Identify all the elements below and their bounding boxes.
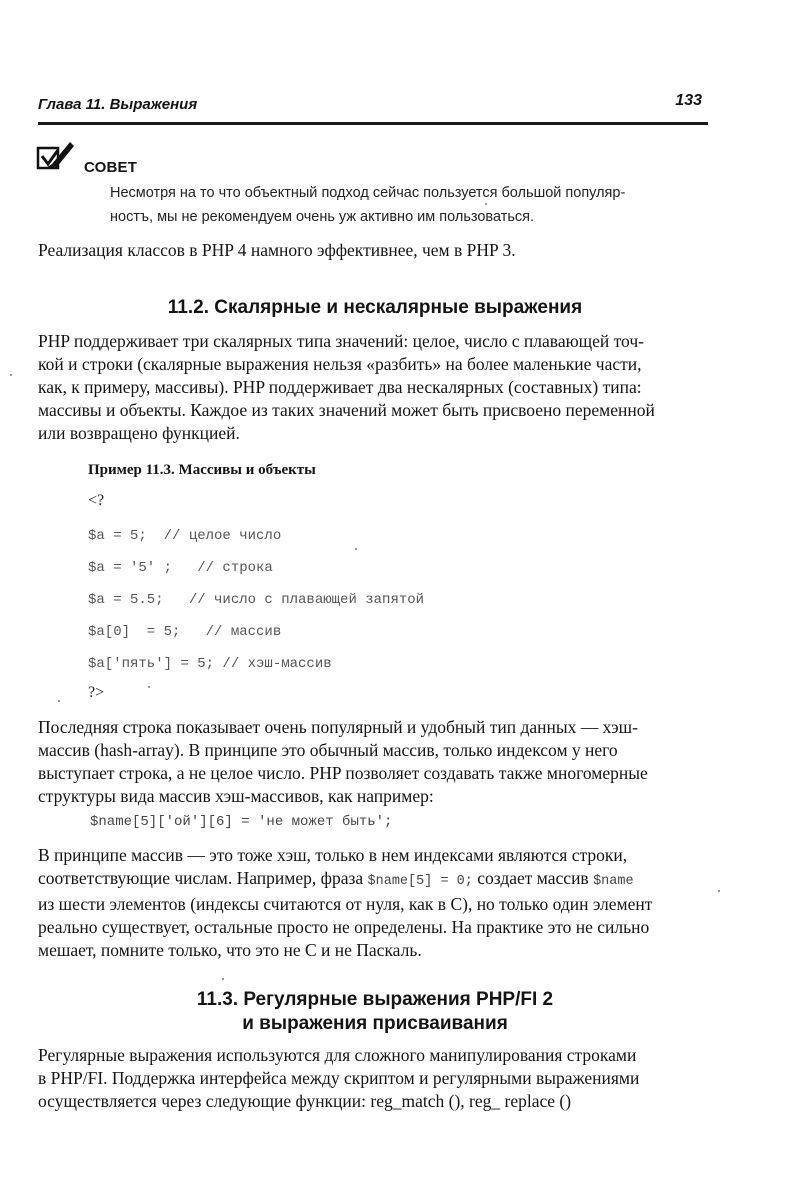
paragraph-line: Регулярные выражения используются для сложного манипулирования строками [38, 1045, 637, 1065]
scan-speck [485, 203, 487, 205]
section-heading-line: и выражения присваивания [242, 1013, 508, 1034]
paragraph-line: массив (hash-array). В принципе это обычный массив, только индексом у него [38, 740, 618, 760]
paragraph-line: реально существует, остальные просто не определены. На практике это не сильно [38, 917, 650, 937]
text: создает массив [477, 868, 589, 888]
code-line: $a = 5.5; // число с плавающей запятой [88, 592, 425, 608]
inline-code: $name[5] = 0; [367, 874, 473, 889]
example-title: Пример 11.3. Массивы и объекты [88, 462, 316, 478]
paragraph-line: В принципе массив — это тоже хэш, только в нем индексами являются строки, [38, 845, 628, 865]
paragraph-line: структуры вида массив хэш-массивов, как например: [38, 786, 434, 806]
code-line: $a = '5' ; // строка [88, 560, 273, 576]
paragraph-line [38, 867, 712, 893]
scan-speck [718, 890, 720, 892]
scan-speck [10, 374, 12, 376]
tip-line: ностъ, мы не рекомендуем очень уж активно им пользоваться. [110, 209, 535, 225]
paragraph-line: массивы и объекты. Каждое из таких значений может быть присвоено переменной [38, 400, 655, 420]
scan-speck [222, 978, 224, 980]
chapter-title: Глава 11. Выражения [38, 96, 198, 113]
paragraph-line: мешает, помните только, что это не C и не Паскаль. [38, 940, 422, 960]
section-heading-11-2: 11.2. Скалярные и нескалярные выражения [167, 297, 583, 318]
code-example-multidim: $name[5]['ой'][6] = 'не может быть'; [90, 814, 393, 830]
scan-speck [148, 686, 150, 688]
code-line: $a['пять'] = 5; // хэш-массив [88, 656, 332, 672]
code-line: $a = 5; // целое число [88, 528, 282, 544]
tip-line: Несмотря на то что объектный подход сейчас пользуется большой популяр- [110, 185, 626, 201]
paragraph-line: в PHP/FI. Поддержка интерфейса между скриптом и регулярными выражениями [38, 1068, 640, 1088]
paragraph-line: кой и строки (скалярные выражения нельзя «разбить» на более маленькие части, [38, 354, 642, 374]
code-line: $a[0] = 5; // массив [88, 624, 282, 640]
paragraph-line: как, к примеру, массивы). PHP поддерживает два нескалярных (составных) типа: [38, 377, 642, 397]
running-header [38, 92, 708, 125]
tip-title: СОВЕТ [84, 159, 138, 176]
paragraph-php4 [38, 239, 712, 262]
paragraph-line: или возвращено функцией. [38, 423, 240, 443]
inline-code: $name [593, 874, 634, 889]
paragraph-regex [38, 1044, 712, 1113]
php-close-tag: ?> [88, 684, 105, 701]
paragraph-line: Реализация классов в PHP 4 намного эффективнее, чем в PHP 3. [38, 240, 516, 260]
page-number: 133 [675, 92, 702, 109]
paragraph-line: PHP поддерживает три скалярных типа значений: целое, число с плавающей точ- [38, 331, 644, 351]
paragraph-line: из шести элементов (индексы считаются от нуля, как в C), но только один элемент [38, 894, 653, 914]
paragraph-line: осуществляется через следующие функции: reg_match (), reg_ replace () [38, 1091, 572, 1111]
scan-speck [355, 548, 357, 550]
tip-text [110, 181, 710, 229]
paragraph-array [38, 844, 712, 962]
section-heading-line: 11.3. Регулярные выражения PHP/FI 2 [196, 989, 554, 1010]
section-heading-11-3 [38, 988, 712, 1036]
paragraph-scalar [38, 330, 712, 445]
paragraph-line: выступает строка, а не целое число. PHP позволяет создавать также многомерные [38, 763, 648, 783]
paragraph-hash [38, 716, 712, 808]
scan-speck [58, 700, 60, 702]
php-open-tag: <? [88, 492, 105, 509]
text: соответствующие числам. Например, фраза [38, 868, 364, 888]
paragraph-line: Последняя строка показывает очень популярный и удобный тип данных — хэш- [38, 717, 638, 737]
pencil-check-icon [36, 138, 76, 172]
